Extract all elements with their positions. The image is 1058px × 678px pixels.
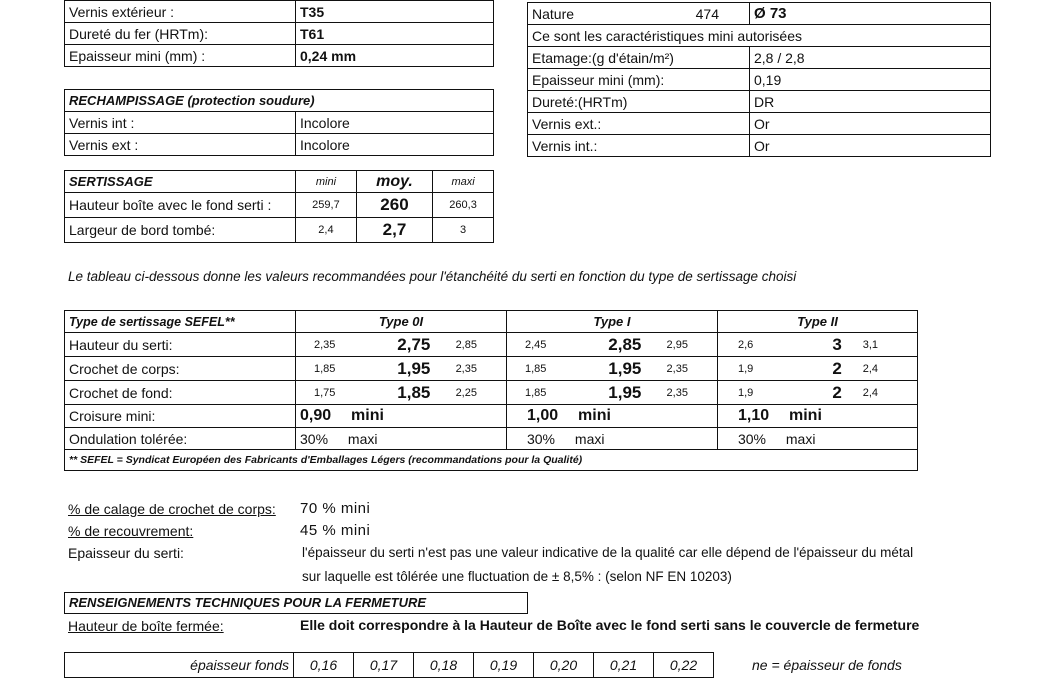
row-value: 2,8 / 2,8 <box>750 47 991 69</box>
ondulation-value: 30% <box>300 430 329 447</box>
nature-value: 474 <box>695 5 719 22</box>
row-min: 2,4 <box>296 218 357 243</box>
croisure-cell <box>506 405 717 428</box>
row-label: Hauteur du serti: <box>65 333 296 357</box>
epaisseur-text-1: l'épaisseur du serti n'est pas une valeur indicative de la qualité car elle dépend de l'épaisseur du métal <box>302 545 914 560</box>
row-value: Incolore <box>296 134 494 156</box>
fonds-value: 0,18 <box>414 653 474 678</box>
ondulation-cell <box>506 428 717 450</box>
fonds-label: épaisseur fonds <box>65 653 294 678</box>
hauteur-fermee-label: Hauteur de boîte fermée: <box>68 618 224 634</box>
val-max: 2,4 <box>859 381 918 405</box>
row-value: 0,19 <box>750 69 991 91</box>
croisure-cell <box>717 405 917 428</box>
row-max: 3 <box>433 218 494 243</box>
val-moy: 2,85 <box>587 333 662 357</box>
top-left-table <box>64 0 494 67</box>
type-i-header: Type I <box>506 311 717 333</box>
note-text: Ce sont les caractéristiques mini autorisées <box>528 25 991 47</box>
epaisseur-text-2: sur laquelle est tôlérée une fluctuation de ± 8,5% : (selon NF EN 10203) <box>302 569 732 584</box>
epaisseur-label: Epaisseur du serti: <box>68 545 184 561</box>
val-min: 2,6 <box>717 333 815 357</box>
row-label: Crochet de fond: <box>65 381 296 405</box>
fonds-value: 0,19 <box>474 653 534 678</box>
row-label: Crochet de corps: <box>65 357 296 381</box>
val-max: 2,35 <box>452 357 507 381</box>
row-label: Hauteur boîte avec le fond serti : <box>65 193 296 218</box>
croisure-value: 1,10 <box>737 407 770 424</box>
row-min: 259,7 <box>296 193 357 218</box>
val-min: 1,9 <box>717 381 815 405</box>
fonds-value: 0,16 <box>294 653 354 678</box>
val-max: 2,95 <box>663 333 718 357</box>
col-max-header: maxi <box>433 171 494 193</box>
row-label: Vernis extérieur : <box>65 1 296 23</box>
row-label: Dureté du fer (HRTm): <box>65 23 296 45</box>
recouvrement-label: % de recouvrement: <box>68 523 194 539</box>
sefel-title: Type de sertissage SEFEL** <box>65 311 296 333</box>
val-min: 1,75 <box>296 381 377 405</box>
croisure-value: 0,90 <box>300 407 332 424</box>
val-moy: 1,95 <box>587 357 662 381</box>
row-moy: 2,7 <box>356 218 432 243</box>
sertissage-title: SERTISSAGE <box>65 171 296 193</box>
rechampissage-title: RECHAMPISSAGE (protection soudure) <box>65 90 494 112</box>
fonds-note: ne = épaisseur de fonds <box>752 657 902 673</box>
croisure-label: Croisure mini: <box>65 405 296 428</box>
val-moy: 2 <box>816 381 859 405</box>
row-label: Largeur de bord tombé: <box>65 218 296 243</box>
row-label: Vernis int : <box>65 112 296 134</box>
fonds-value: 0,22 <box>654 653 714 678</box>
val-min: 1,9 <box>717 357 815 381</box>
val-moy: 1,85 <box>376 381 451 405</box>
ondulation-value: 30% <box>526 430 556 447</box>
val-min: 2,45 <box>506 333 587 357</box>
val-max: 2,25 <box>452 381 507 405</box>
fonds-value: 0,21 <box>594 653 654 678</box>
row-value: 0,24 mm <box>296 45 494 67</box>
val-moy: 2,75 <box>376 333 451 357</box>
row-value: Incolore <box>296 112 494 134</box>
ondulation-unit: maxi <box>347 430 378 447</box>
row-label: Vernis ext.: <box>528 113 750 135</box>
nature-label: Nature <box>532 5 575 22</box>
croisure-unit: mini <box>351 407 384 424</box>
intro-text: Le tableau ci-dessous donne les valeurs recommandées pour l'étanchéité du serti en fonction du type de sertissage choisi <box>68 269 797 284</box>
val-max: 2,4 <box>859 357 918 381</box>
row-value: DR <box>750 91 991 113</box>
croisure-unit: mini <box>789 407 822 424</box>
sefel-footnote: ** SEFEL = Syndicat Européen des Fabricants d'Emballages Légers (recommandations pour la Qualité) <box>65 450 918 471</box>
renseignements-title: RENSEIGNEMENTS TECHNIQUES POUR LA FERMETURE <box>69 595 427 610</box>
calage-label: % de calage de crochet de corps: <box>68 501 276 517</box>
fonds-table <box>64 652 714 678</box>
sefel-table <box>64 310 918 471</box>
val-moy: 2 <box>816 357 859 381</box>
ondulation-unit: maxi <box>574 430 605 447</box>
ondulation-label: Ondulation tolérée: <box>65 428 296 450</box>
row-value: T61 <box>296 23 494 45</box>
ondulation-cell <box>717 428 917 450</box>
croisure-unit: mini <box>578 407 611 424</box>
top-right-table <box>527 2 991 157</box>
ondulation-unit: maxi <box>785 430 816 447</box>
type-0i-header: Type 0I <box>296 311 507 333</box>
rechampissage-table <box>64 89 494 156</box>
row-value: T35 <box>296 1 494 23</box>
val-max: 2,35 <box>663 357 718 381</box>
val-min: 1,85 <box>296 357 377 381</box>
ondulation-cell <box>296 428 507 450</box>
nature-cell <box>528 3 750 25</box>
val-min: 1,85 <box>506 381 587 405</box>
croisure-value: 1,00 <box>526 407 559 424</box>
row-label: Etamage:(g d'étain/m²) <box>528 47 750 69</box>
row-label: Vernis ext : <box>65 134 296 156</box>
row-label: Epaisseur mini (mm): <box>528 69 750 91</box>
hauteur-fermee-text: Elle doit correspondre à la Hauteur de Boîte avec le fond serti sans le couvercle de fermeture <box>300 617 920 633</box>
fonds-value: 0,20 <box>534 653 594 678</box>
row-label: Dureté:(HRTm) <box>528 91 750 113</box>
row-label: Epaisseur mini (mm) : <box>65 45 296 67</box>
row-value: Or <box>750 113 991 135</box>
recouvrement-value: 45 % mini <box>300 522 371 539</box>
fonds-value: 0,17 <box>354 653 414 678</box>
type-ii-header: Type II <box>717 311 917 333</box>
diameter-value: Ø 73 <box>750 3 991 25</box>
val-max: 3,1 <box>859 333 918 357</box>
row-moy: 260 <box>356 193 432 218</box>
calage-value: 70 % mini <box>300 500 371 517</box>
sertissage-table <box>64 170 494 243</box>
val-min: 2,35 <box>296 333 377 357</box>
row-value: Or <box>750 135 991 157</box>
row-label: Vernis int.: <box>528 135 750 157</box>
val-moy: 1,95 <box>376 357 451 381</box>
val-moy: 3 <box>816 333 859 357</box>
renseignements-box <box>64 592 528 614</box>
ondulation-value: 30% <box>737 430 766 447</box>
col-min-header: mini <box>296 171 357 193</box>
croisure-cell <box>296 405 507 428</box>
row-max: 260,3 <box>433 193 494 218</box>
col-moy-header: moy. <box>356 171 432 193</box>
val-moy: 1,95 <box>587 381 662 405</box>
val-min: 1,85 <box>506 357 587 381</box>
val-max: 2,85 <box>452 333 507 357</box>
val-max: 2,35 <box>663 381 718 405</box>
